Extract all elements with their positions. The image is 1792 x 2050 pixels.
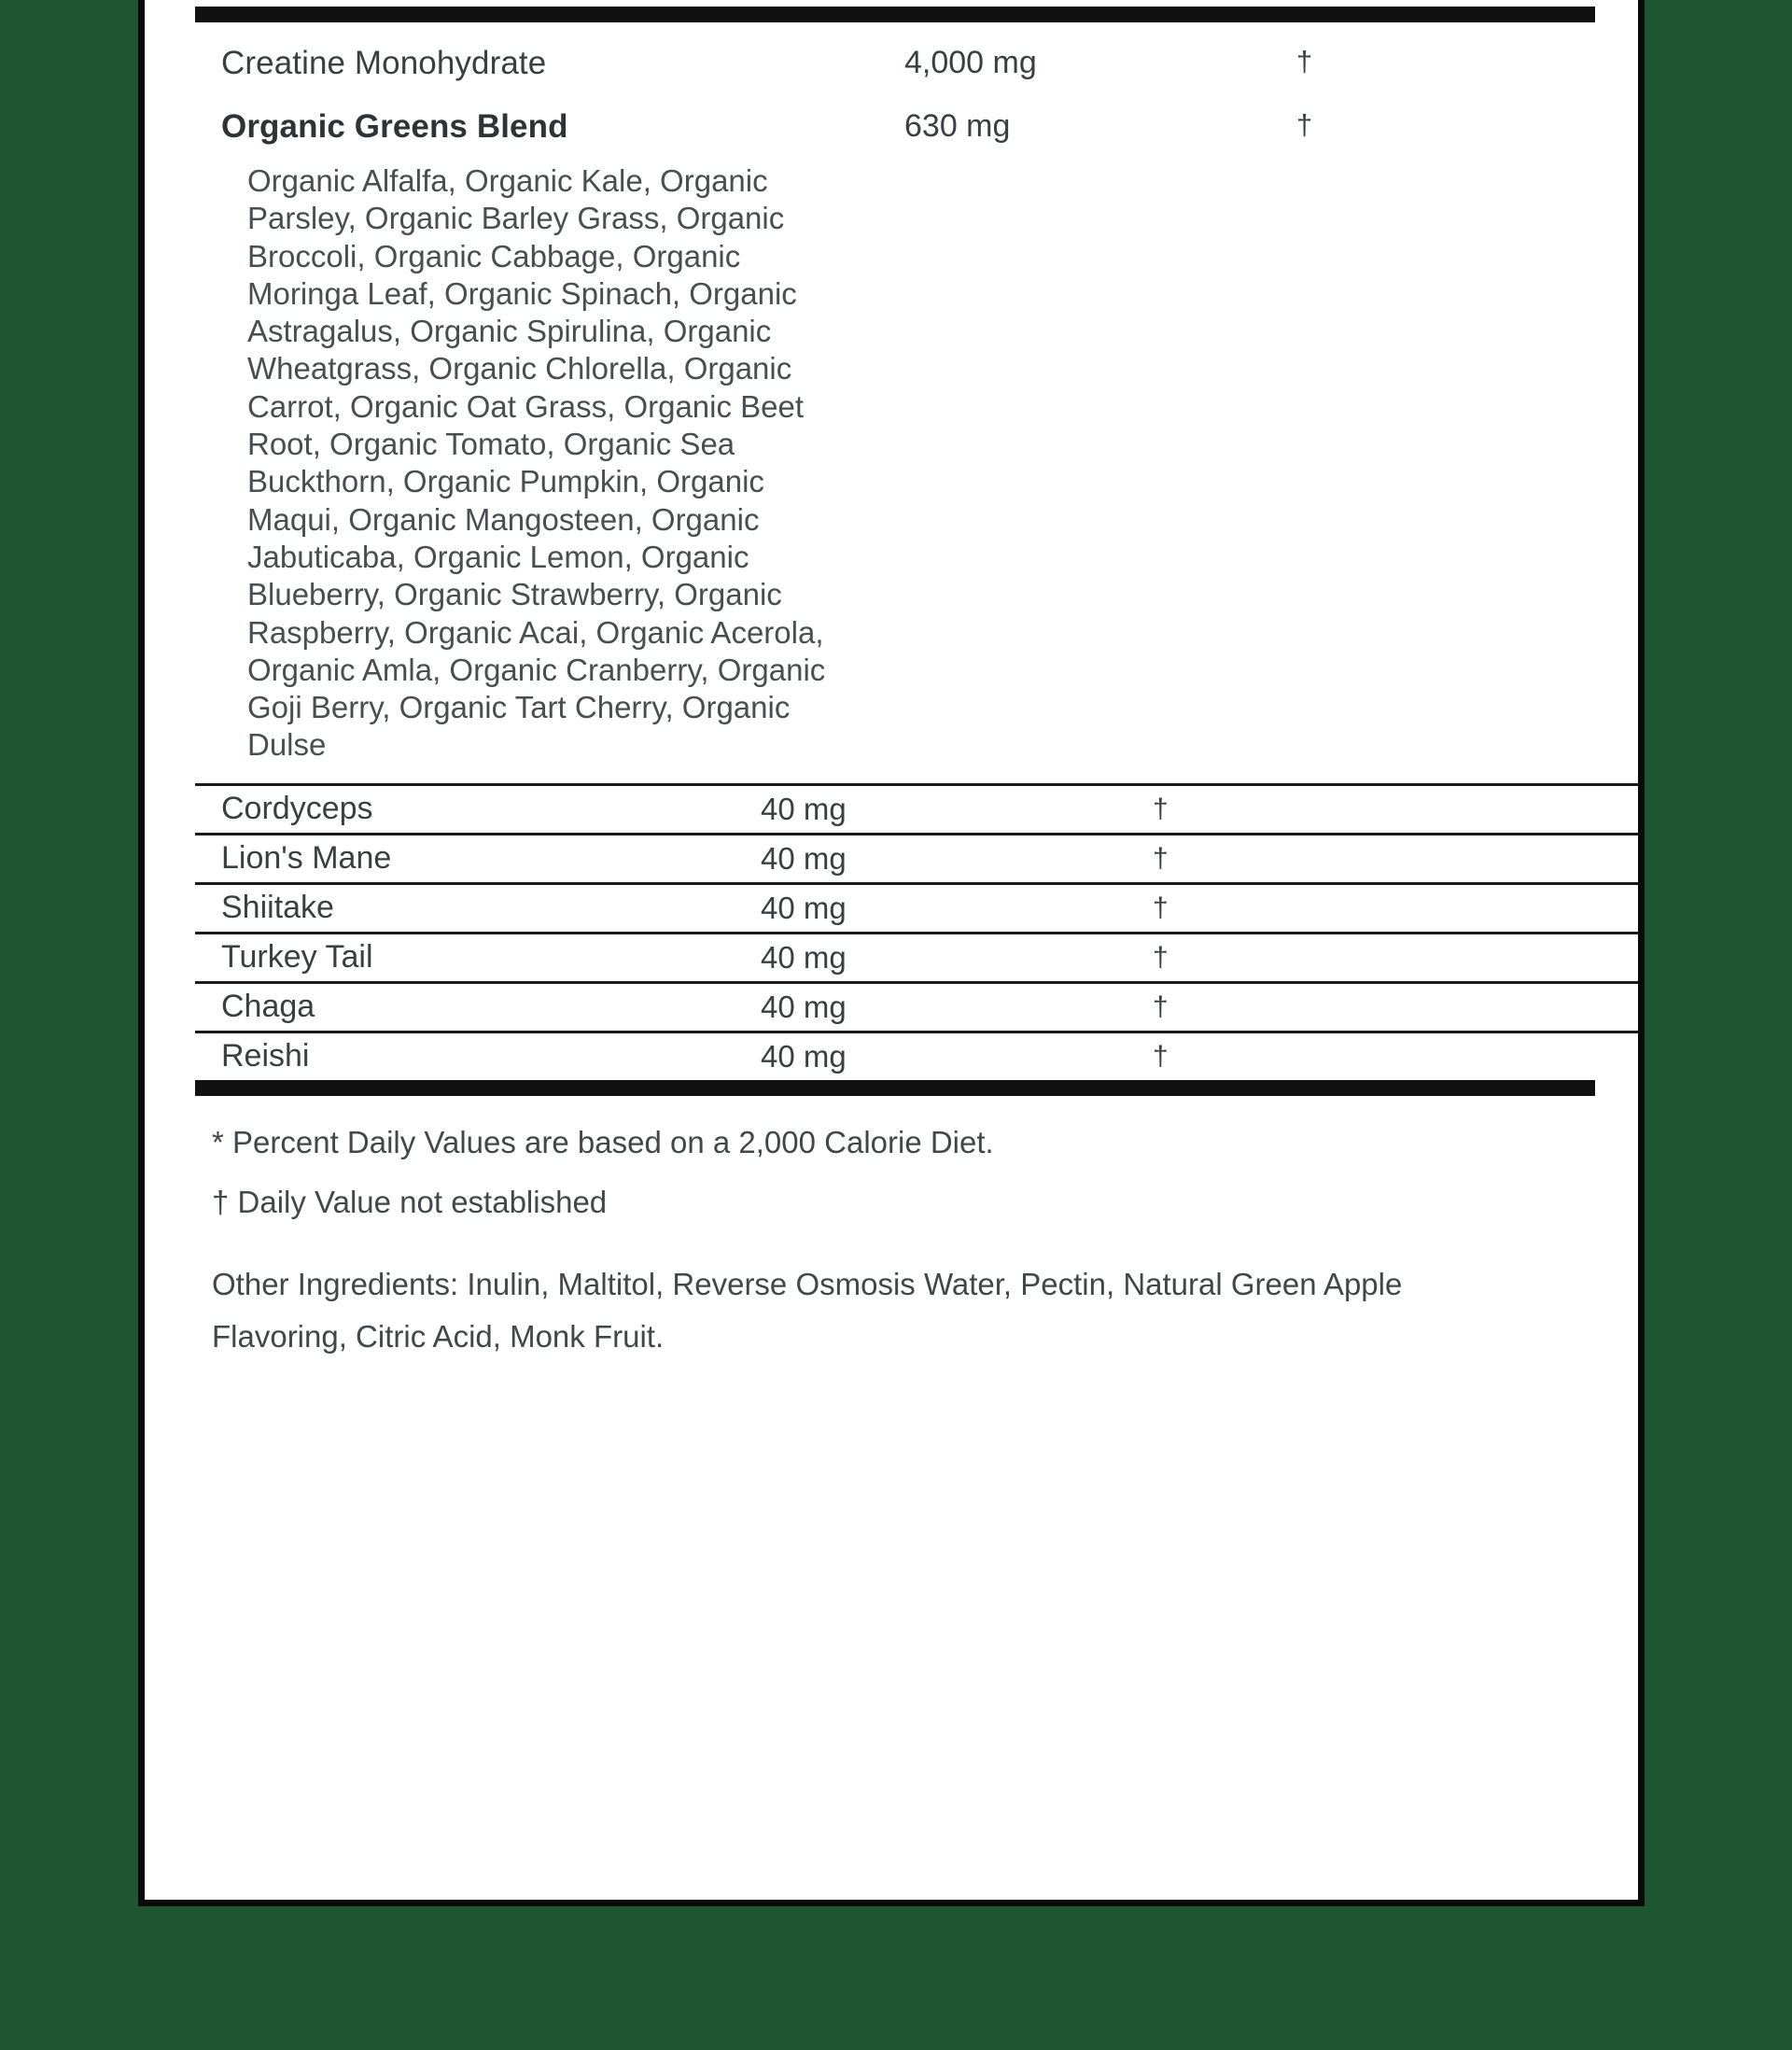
nutrient-name: Creatine Monohydrate <box>221 45 547 81</box>
mushroom-name: Lion's Mane <box>221 840 392 877</box>
nutrient-row-greens-blend <box>195 108 1595 146</box>
mushroom-daily-value: † <box>1153 892 1169 923</box>
mushroom-amount: 40 mg <box>761 791 847 826</box>
supplement-facts-card <box>138 0 1645 1906</box>
mushroom-amount: 40 mg <box>761 890 847 925</box>
footnote-daily-value-not-established: † Daily Value not established <box>212 1184 608 1219</box>
table-row <box>195 1033 1645 1080</box>
table-row <box>195 835 1645 882</box>
table-row <box>195 786 1645 833</box>
footnote-percent-daily-value: * Percent Daily Values are based on a 2,000 Calorie Diet. <box>212 1124 994 1159</box>
label-inner <box>195 0 1595 1363</box>
top-thick-divider <box>195 7 1595 22</box>
mushroom-blend-table <box>195 783 1645 1080</box>
mushroom-name: Cordyceps <box>221 791 373 827</box>
mushroom-name: Turkey Tail <box>221 939 373 976</box>
nutrient-daily-value: † <box>1296 108 1313 141</box>
mushroom-name: Reishi <box>221 1038 310 1074</box>
table-row <box>195 984 1645 1031</box>
greens-blend-ingredient-list: Organic Alfalfa, Organic Kale, Organic Parsley, Organic Barley Grass, Organic Broccoli, Organic Cabbage, Organic Moringa Leaf, Organic Spinach, Organic Astragalus, Organic Spirulina, Organic Wheatgrass, Organic Chlorella, Organic Carrot, Organic Oat Grass, Organic Beet Root, Organic Tomato, Organic Sea Buckthorn, Organic Pumpkin, Organic Maqui, Organic Mangosteen, Organic Jabuticaba, Organic Lemon, Organic Blueberry, Organic Strawberry, Organic Raspberry, Organic Acai, Organic Acerola, Organic Amla, Organic Cranberry, Organic Goji Berry, Organic Tart Cherry, Organic Dulse <box>247 163 826 763</box>
mushroom-amount: 40 mg <box>761 939 847 975</box>
footnotes-section <box>195 1124 1537 1221</box>
table-row <box>195 934 1645 981</box>
nutrient-amount: 630 mg <box>904 108 1011 144</box>
mushroom-amount: 40 mg <box>761 1038 847 1074</box>
nutrient-amount: 4,000 mg <box>904 45 1037 80</box>
nutrient-row-creatine <box>195 45 1595 82</box>
mushroom-daily-value: † <box>1153 793 1169 824</box>
bottom-thick-divider <box>195 1080 1595 1096</box>
mushroom-daily-value: † <box>1153 941 1169 973</box>
other-ingredients-text: Other Ingredients: Inulin, Maltitol, Reverse Osmosis Water, Pectin, Natural Green Apple Flavoring, Citric Acid, Monk Fruit. <box>212 1266 1403 1354</box>
nutrient-name: Organic Greens Blend <box>221 108 568 145</box>
mushroom-name: Chaga <box>221 989 315 1025</box>
table-row <box>195 885 1645 932</box>
mushroom-daily-value: † <box>1153 990 1169 1022</box>
nutrient-daily-value: † <box>1296 45 1313 77</box>
mushroom-name: Shiitake <box>221 890 334 926</box>
mushroom-amount: 40 mg <box>761 989 847 1024</box>
mushroom-daily-value: † <box>1153 1040 1169 1072</box>
mushroom-daily-value: † <box>1153 842 1169 874</box>
mushroom-amount: 40 mg <box>761 840 847 876</box>
